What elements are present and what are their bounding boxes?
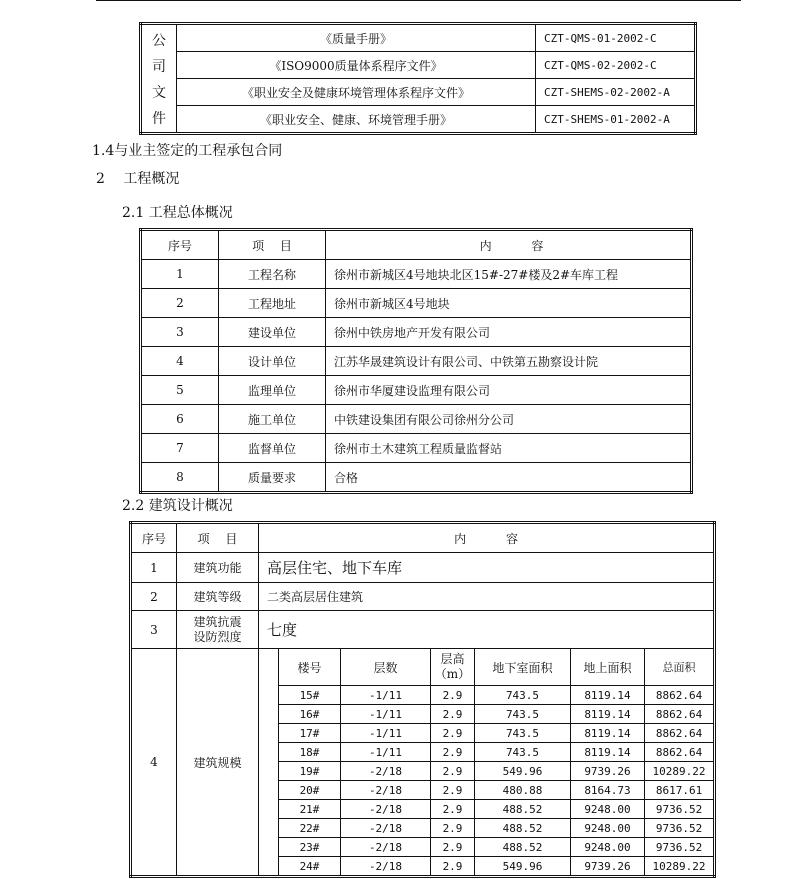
row-no: 7	[141, 434, 219, 463]
row-item: 设计单位	[219, 347, 326, 376]
row-item	[177, 611, 259, 649]
row-item: 施工单位	[219, 405, 326, 434]
cell-total: 10289.22	[645, 762, 715, 781]
row-no: 8	[141, 463, 219, 493]
row-item: 建筑功能	[177, 553, 259, 583]
doc-code: CZT-SHEMS-01-2002-A	[536, 106, 696, 134]
company-doc-row	[141, 106, 696, 134]
cell-building: 20#	[279, 781, 341, 800]
cell-above: 9248.00	[571, 838, 645, 857]
cell-height: 2.9	[431, 743, 475, 762]
cell-building: 24#	[279, 857, 341, 877]
row-no: 1	[141, 260, 219, 289]
row-item: 工程地址	[219, 289, 326, 318]
cell-above: 8164.73	[571, 781, 645, 800]
row-item-line: 设防烈度	[193, 629, 242, 644]
heading-1-4: 1.4与业主签定的工程承包合同	[92, 143, 283, 159]
col-header-item: 项 目	[177, 523, 259, 553]
cell-total: 9736.52	[645, 800, 715, 819]
row-content: 二类高层居住建筑	[259, 583, 715, 611]
cell-building: 21#	[279, 800, 341, 819]
cell-above: 9248.00	[571, 800, 645, 819]
design-row	[131, 611, 715, 649]
row-content: 徐州市土木建筑工程质量监督站	[326, 434, 692, 463]
company-doc-row	[141, 52, 696, 79]
overview-row	[141, 463, 692, 493]
cell-basement: 488.52	[475, 838, 571, 857]
cell-basement: 743.5	[475, 724, 571, 743]
cell-basement: 549.96	[475, 857, 571, 877]
row-content: 合格	[326, 463, 692, 493]
cell-building: 17#	[279, 724, 341, 743]
scale-subheader-row	[131, 649, 715, 686]
doc-code: CZT-QMS-02-2002-C	[536, 52, 696, 79]
sub-header-height-line: （m）	[434, 667, 471, 681]
cell-floors: -2/18	[341, 857, 431, 877]
doc-name: 《职业安全、健康、环境管理手册》	[177, 106, 536, 134]
scale-spacer	[259, 649, 279, 877]
col-header-no: 序号	[131, 523, 177, 553]
design-header-row	[131, 523, 715, 553]
cell-total: 9736.52	[645, 819, 715, 838]
scale-no: 4	[131, 649, 177, 877]
cell-basement: 743.5	[475, 705, 571, 724]
design-row	[131, 553, 715, 583]
cell-total: 8862.64	[645, 686, 715, 705]
sub-header-basement: 地下室面积	[475, 649, 571, 686]
architecture-design-table	[129, 521, 716, 878]
row-no: 5	[141, 376, 219, 405]
cell-height: 2.9	[431, 819, 475, 838]
cell-total: 8862.64	[645, 724, 715, 743]
cell-floors: -2/18	[341, 762, 431, 781]
cell-total: 8862.64	[645, 743, 715, 762]
cell-floors: -2/18	[341, 781, 431, 800]
overview-row	[141, 260, 692, 289]
row-content: 高层住宅、地下车库	[259, 553, 715, 583]
cell-above: 9739.26	[571, 857, 645, 877]
cell-basement: 743.5	[475, 686, 571, 705]
row-no: 2	[131, 583, 177, 611]
cell-height: 2.9	[431, 838, 475, 857]
col-header-content: 内 容	[259, 523, 715, 553]
row-item: 质量要求	[219, 463, 326, 493]
row-no: 2	[141, 289, 219, 318]
col-header-item: 项 目	[219, 230, 326, 260]
cell-building: 23#	[279, 838, 341, 857]
sub-header-total: 总面积	[645, 649, 715, 686]
side-char: 公	[152, 32, 166, 49]
overview-row	[141, 289, 692, 318]
design-row	[131, 583, 715, 611]
cell-basement: 488.52	[475, 819, 571, 838]
overview-table	[139, 228, 693, 494]
scale-item: 建筑规模	[177, 649, 259, 877]
cell-basement: 549.96	[475, 762, 571, 781]
heading-2-1: 2.1 工程总体概况	[122, 205, 233, 221]
overview-row	[141, 376, 692, 405]
sub-header-floors: 层数	[341, 649, 431, 686]
cell-building: 15#	[279, 686, 341, 705]
overview-header-row	[141, 230, 692, 260]
cell-height: 2.9	[431, 762, 475, 781]
overview-row	[141, 318, 692, 347]
col-header-content: 内 容	[326, 230, 692, 260]
row-content: 江苏华晟建筑设计有限公司、中铁第五勘察设计院	[326, 347, 692, 376]
row-item: 监理单位	[219, 376, 326, 405]
sub-header-building: 楼号	[279, 649, 341, 686]
cell-total: 8862.64	[645, 705, 715, 724]
row-content: 徐州中铁房地产开发有限公司	[326, 318, 692, 347]
row-content: 徐州市新城区4号地块北区15#-27#楼及2#车库工程	[326, 260, 692, 289]
row-no: 1	[131, 553, 177, 583]
doc-code: CZT-QMS-01-2002-C	[536, 24, 696, 52]
company-doc-row	[141, 24, 696, 52]
row-no: 3	[141, 318, 219, 347]
sub-header-height-line: 层高	[440, 652, 465, 666]
cell-floors: -1/11	[341, 686, 431, 705]
cell-floors: -1/11	[341, 743, 431, 762]
row-no: 3	[131, 611, 177, 649]
cell-building: 22#	[279, 819, 341, 838]
sub-header-height	[431, 649, 475, 686]
cell-total: 10289.22	[645, 857, 715, 877]
row-item-line: 建筑抗震	[193, 614, 242, 629]
cell-height: 2.9	[431, 781, 475, 800]
side-char: 件	[152, 110, 166, 127]
row-no: 6	[141, 405, 219, 434]
cell-floors: -2/18	[341, 800, 431, 819]
row-content: 徐州市新城区4号地块	[326, 289, 692, 318]
company-docs-side-label	[141, 24, 177, 134]
page-top-rule	[96, 0, 741, 1]
row-item: 工程名称	[219, 260, 326, 289]
heading-2-2: 2.2 建筑设计概况	[122, 498, 233, 514]
cell-total: 9736.52	[645, 838, 715, 857]
cell-building: 19#	[279, 762, 341, 781]
side-char: 文	[152, 84, 166, 101]
doc-name: 《职业安全及健康环境管理体系程序文件》	[177, 79, 536, 106]
cell-basement: 743.5	[475, 743, 571, 762]
cell-height: 2.9	[431, 705, 475, 724]
side-char: 司	[152, 58, 166, 75]
cell-basement: 488.52	[475, 800, 571, 819]
heading-2: 2 工程概况	[96, 171, 180, 187]
overview-row	[141, 405, 692, 434]
col-header-no: 序号	[141, 230, 219, 260]
row-content: 中铁建设集团有限公司徐州分公司	[326, 405, 692, 434]
cell-building: 18#	[279, 743, 341, 762]
company-doc-row	[141, 79, 696, 106]
cell-floors: -1/11	[341, 705, 431, 724]
cell-above: 9248.00	[571, 819, 645, 838]
cell-building: 16#	[279, 705, 341, 724]
cell-above: 8119.14	[571, 705, 645, 724]
overview-row	[141, 347, 692, 376]
cell-basement: 480.88	[475, 781, 571, 800]
cell-total: 8617.61	[645, 781, 715, 800]
sub-header-above: 地上面积	[571, 649, 645, 686]
row-content: 徐州市华厦建设监理有限公司	[326, 376, 692, 405]
row-no: 4	[141, 347, 219, 376]
row-item: 建设单位	[219, 318, 326, 347]
cell-height: 2.9	[431, 686, 475, 705]
cell-height: 2.9	[431, 724, 475, 743]
cell-height: 2.9	[431, 800, 475, 819]
cell-height: 2.9	[431, 857, 475, 877]
cell-above: 8119.14	[571, 743, 645, 762]
cell-floors: -1/11	[341, 724, 431, 743]
cell-floors: -2/18	[341, 838, 431, 857]
cell-above: 8119.14	[571, 686, 645, 705]
cell-floors: -2/18	[341, 819, 431, 838]
doc-name: 《质量手册》	[177, 24, 536, 52]
row-item: 建筑等级	[177, 583, 259, 611]
doc-name: 《ISO9000质量体系程序文件》	[177, 52, 536, 79]
row-content: 七度	[259, 611, 715, 649]
doc-code: CZT-SHEMS-02-2002-A	[536, 79, 696, 106]
cell-above: 9739.26	[571, 762, 645, 781]
cell-above: 8119.14	[571, 724, 645, 743]
row-item: 监督单位	[219, 434, 326, 463]
company-documents-table	[139, 22, 697, 135]
overview-row	[141, 434, 692, 463]
